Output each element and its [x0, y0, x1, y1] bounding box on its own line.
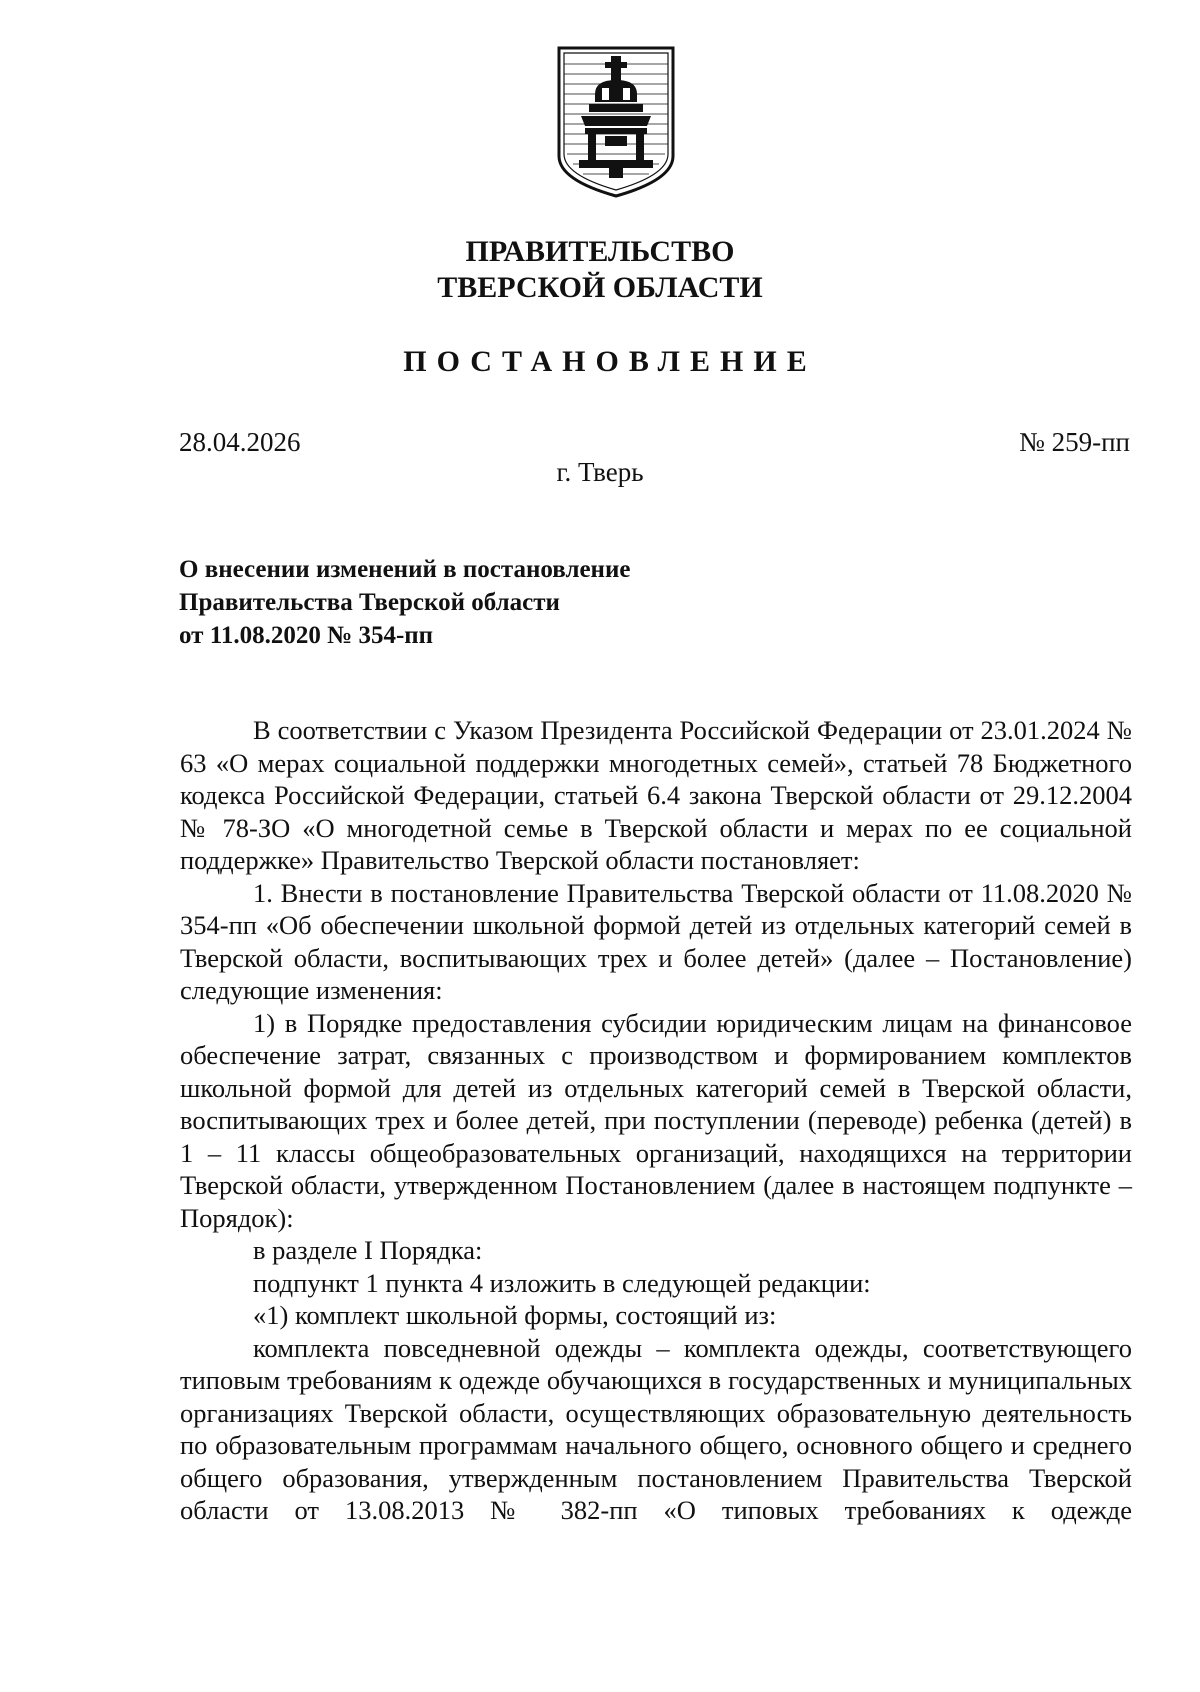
body-paragraph-subitem-1: 1) в Порядке предоставления субсидии юридическим лицам на финансовое обеспечение затрат, связанных с производством и формированием комплектов школьной формой для детей из отдельных категорий семей в Тверской области, воспитывающих трех и более детей, при поступлении (переводе) ребенка (детей) в 1 – 11 классы общеобразовательных организаций, находящихся на территории Тверской области, утвержденном Постановлением (далее в настоящем подпункте – Порядок):	[180, 1007, 1132, 1233]
document-date: 28.04.2026	[179, 427, 301, 457]
body-paragraph-uniform-set: комплекта повседневной одежды – комплекта одежды, соответствующего типовым требованиям к одежде обучающихся в государственных и муниципальных организациях Тверской области, осуществляющих образовательную деятельность по образовательным программам начального общего, основного общего и среднего общего образования, утвержденным постановлением Правительства Тверской области от 13.08.2013 № 382-пп «О типовых требованиях к одежде	[180, 1332, 1132, 1525]
subject-line1: О внесении изменений в постановление	[179, 556, 631, 583]
document-type-heading: ПОСТАНОВЛЕНИЕ	[403, 345, 817, 378]
subject-line3: от 11.08.2020 № 354-пп	[179, 622, 434, 649]
government-title-line1: ПРАВИТЕЛЬСТВО	[465, 235, 735, 268]
document-body	[180, 714, 1132, 1527]
subject-line2: Правительства Тверской области	[179, 589, 560, 616]
body-paragraph-item-1: 1. Внести в постановление Правительства Тверской области от 11.08.2020 № 354-пп «Об обеспечении школьной формой детей из отдельных категорий семей в Тверской области, воспитывающих трех и более детей» (далее – Постановление) следующие изменения:	[180, 877, 1132, 1005]
coat-of-arms-emblem	[555, 44, 677, 199]
body-paragraph-subpoint: подпункт 1 пункта 4 изложить в следующей редакции:	[253, 1267, 871, 1298]
body-paragraph-preamble: В соответствии с Указом Президента Российской Федерации от 23.01.2024 № 63 «О мерах социальной поддержки многодетных семей», статьей 78 Бюджетного кодекса Российской Федерации, статьей 6.4 закона Тверской области от 29.12.2004 № 78-ЗО «О многодетной семье в Тверской области и мерах по ее социальной поддержке» Правительство Тверской области постановляет:	[180, 715, 1132, 875]
document-city: г. Тверь	[556, 457, 644, 487]
document-number: № 259-пп	[1019, 427, 1130, 457]
body-paragraph-quote-start: «1) комплект школьной формы, состоящий из:	[253, 1300, 777, 1330]
government-title	[0, 234, 1200, 306]
government-title-line2: ТВЕРСКОЙ ОБЛАСТИ	[437, 271, 763, 304]
body-paragraph-section: в разделе I Порядка:	[253, 1235, 483, 1265]
document-subject	[179, 553, 630, 652]
